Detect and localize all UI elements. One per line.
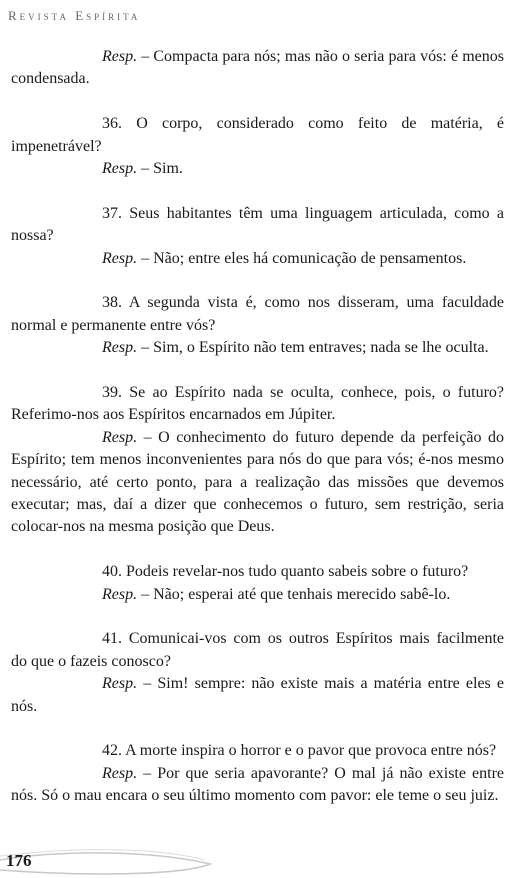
answer <box>11 337 504 359</box>
qa-block <box>11 628 504 718</box>
answer-text: Sim, o Espírito não tem entraves; nada se lhe oculta. <box>149 339 489 357</box>
qa-block <box>11 561 504 606</box>
qa-block <box>11 113 504 180</box>
page-body <box>11 46 504 830</box>
dash: – <box>137 160 150 178</box>
question: 37. Seus habitantes têm uma linguagem articulada, como a nossa? <box>11 204 504 245</box>
page-number: 176 <box>6 851 32 870</box>
qa-block <box>11 203 504 270</box>
answer-text: O conhecimento do futuro depende da perfeição do Espírito; tem menos inconvenientes para nós do que para vós; é-nos mesmo necessário, até certo ponto, para a realização das missões que devemos executar; mas, daí a dizer que conhecemos o futuro, sem restrição, seria colocar-nos na mesma posição que Deus. <box>11 428 505 536</box>
qa-block <box>11 382 504 539</box>
resp-label: Resp. <box>102 249 138 267</box>
answer-text: Sim. <box>149 160 183 178</box>
question: 40. Podeis revelar-nos tudo quanto sabeis sobre o futuro? <box>102 563 469 581</box>
answer <box>11 584 504 606</box>
question: 38. A segunda vista é, como nos disseram, uma faculdade normal e permanente entre vós? <box>11 294 504 334</box>
answer <box>11 248 504 270</box>
resp-label: Resp. <box>102 764 138 782</box>
resp-label: Resp. <box>102 48 138 65</box>
qa-block <box>11 46 504 91</box>
answer-text: Não; entre eles há comunicação de pensamentos. <box>149 249 467 267</box>
resp-label: Resp. <box>102 585 138 603</box>
dash: – <box>137 249 150 267</box>
answer-text: Não; esperai até que tenhais merecido sabê-lo. <box>149 585 451 603</box>
question: 36. O corpo, considerado como feito de matéria, é impenetrável? <box>11 115 504 155</box>
question: 41. Comunicai-vos com os outros Espíritos mais facilmente do que o fazeis conosco? <box>11 630 504 670</box>
answer-text: Compacta para nós; mas não o seria para vós: é menos condensada. <box>11 48 504 88</box>
dash: – <box>137 764 152 782</box>
footer-swoosh-ornament <box>0 846 511 878</box>
answer <box>11 763 504 808</box>
question: 42. A morte inspira o horror e o pavor que provoca entre nós? <box>102 742 497 760</box>
answer <box>11 673 504 718</box>
dash: – <box>137 48 150 65</box>
resp-label: Resp. <box>102 160 138 178</box>
answer-text: Por que seria apavorante? O mal já não existe entre nós. Só o mau encara o seu último momento com pavor: ele teme o seu juiz. <box>11 764 505 805</box>
dash: – <box>137 585 150 603</box>
resp-label: Resp. <box>102 428 138 446</box>
answer <box>11 427 504 539</box>
qa-block <box>11 292 504 359</box>
dash: – <box>137 428 152 446</box>
resp-label: Resp. <box>102 675 138 693</box>
answer-text: Sim! sempre: não existe mais a matéria entre eles e nós. <box>11 675 505 715</box>
dash: – <box>137 675 152 693</box>
running-header: Revista Espírita <box>8 8 141 23</box>
dash: – <box>137 339 150 357</box>
answer <box>11 158 504 180</box>
qa-block <box>11 740 504 807</box>
question: 39. Se ao Espírito nada se oculta, conhece, pois, o futuro? Referimo-nos aos Espíritos encarnados em Júpiter. <box>11 384 504 424</box>
resp-label: Resp. <box>102 339 138 357</box>
answer <box>11 46 504 91</box>
